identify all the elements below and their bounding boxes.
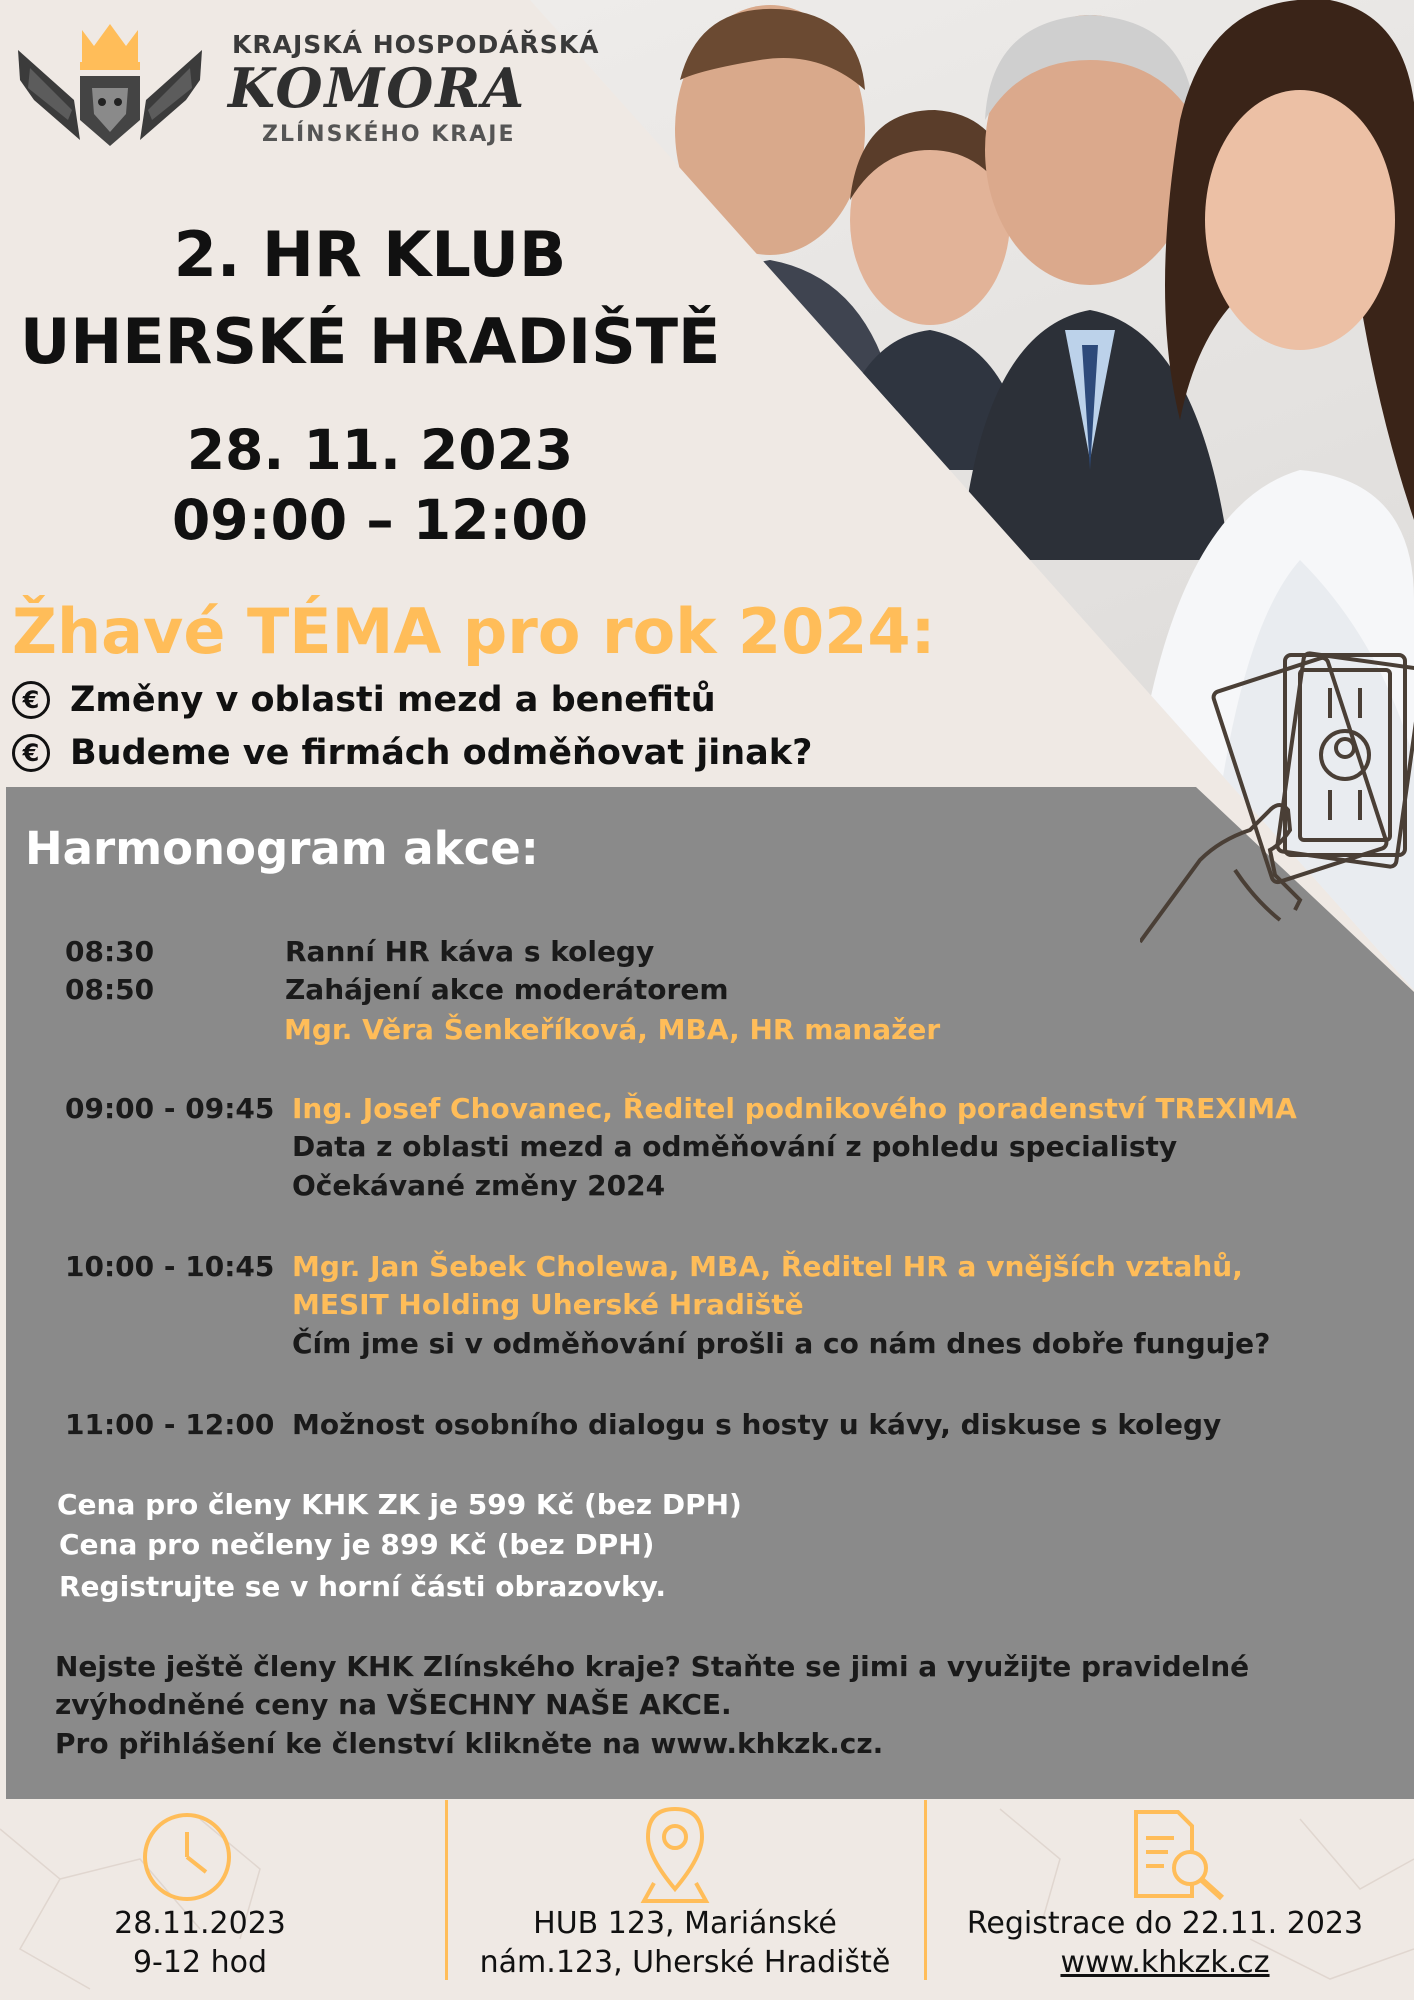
logo-line-1: KRAJSKÁ HOSPODÁŘSKÁ [232, 30, 600, 59]
schedule-text: Možnost osobního dialogu s hosty u kávy, diskuse s kolegy [292, 1408, 1222, 1441]
schedule-time: 10:00 - 10:45 [65, 1250, 275, 1283]
schedule-text: Zahájení akce moderátorem [285, 973, 729, 1006]
event-location-title: UHERSKÉ HRADIŠTĚ [20, 305, 721, 378]
footer-divider [924, 1800, 927, 1980]
document-search-icon [1130, 1808, 1230, 1904]
footer-hours: 9-12 hod [132, 1945, 268, 1980]
footer-place-line: HUB 123, Mariánské [533, 1906, 837, 1941]
logo-line-3: ZLÍNSKÉHO KRAJE [262, 122, 516, 147]
schedule-time: 09:00 - 09:45 [65, 1092, 275, 1125]
euro-icon: € [12, 681, 50, 719]
event-date: 28. 11. 2023 [186, 418, 574, 482]
membership-text: zvýhodněné ceny na VŠECHNY NAŠE AKCE. [55, 1688, 732, 1721]
schedule-text: Data z oblasti mezd a odměňování z pohledu specialisty [292, 1130, 1178, 1163]
clock-icon [140, 1810, 234, 1904]
schedule-time: 08:30 [65, 935, 155, 968]
footer-registration: Registrace do 22.11. 2023 [966, 1906, 1364, 1941]
topic-text: Změny v oblasti mezd a benefitů [70, 680, 716, 720]
membership-text: Nejste ještě členy KHK Zlínského kraje? Staňte se jimi a využijte pravidelné [55, 1650, 1250, 1683]
schedule-speaker: Mgr. Věra Šenkeříková, MBA, HR manažer [284, 1013, 941, 1046]
location-pin-icon [640, 1805, 710, 1905]
schedule-time: 08:50 [65, 973, 155, 1006]
footer-registration-block [935, 1904, 1395, 1982]
membership-link-text[interactable]: Pro přihlášení ke členství klikněte na www.khkzk.cz. [55, 1727, 884, 1760]
footer-date-block [70, 1904, 330, 1982]
schedule-text: Čím jme si v odměňování prošli a co nám dnes dobře funguje? [292, 1327, 1271, 1360]
topic-bullet [12, 733, 812, 773]
footer-date: 28.11.2023 [114, 1906, 286, 1941]
money-hand-icon [1140, 630, 1414, 950]
topic-bullet [12, 680, 716, 720]
hot-topic-heading: Žhavé TÉMA pro rok 2024: [12, 595, 936, 668]
footer-divider [445, 1800, 448, 1980]
price-non-members: Cena pro nečleny je 899 Kč (bez DPH) [59, 1528, 655, 1561]
event-time: 09:00 – 12:00 [172, 488, 588, 552]
event-title: 2. HR KLUB [173, 218, 567, 291]
register-note: Registrujte se v horní části obrazovky. [59, 1570, 666, 1603]
topic-text: Budeme ve firmách odměňovat jinak? [70, 733, 813, 773]
komora-emblem-icon [14, 10, 234, 150]
schedule-time: 11:00 - 12:00 [65, 1408, 275, 1441]
footer-place-block [455, 1904, 915, 1982]
schedule-speaker: MESIT Holding Uherské Hradiště [292, 1288, 804, 1321]
footer-url-link[interactable]: www.khkzk.cz [1060, 1945, 1270, 1980]
schedule-text: Ranní HR káva s kolegy [285, 935, 655, 968]
footer-place-line: nám.123, Uherské Hradiště [479, 1945, 891, 1980]
schedule-speaker: Ing. Josef Chovanec, Ředitel podnikového poradenství TREXIMA [292, 1092, 1297, 1125]
logo-wordmark: KOMORA [228, 56, 527, 120]
schedule-text: Očekávané změny 2024 [292, 1169, 666, 1202]
schedule-speaker: Mgr. Jan Šebek Cholewa, MBA, Ředitel HR a vnějších vztahů, [292, 1250, 1243, 1283]
schedule-heading: Harmonogram akce: [25, 822, 539, 875]
euro-icon: € [12, 734, 50, 772]
price-members: Cena pro členy KHK ZK je 599 Kč (bez DPH) [57, 1488, 742, 1521]
